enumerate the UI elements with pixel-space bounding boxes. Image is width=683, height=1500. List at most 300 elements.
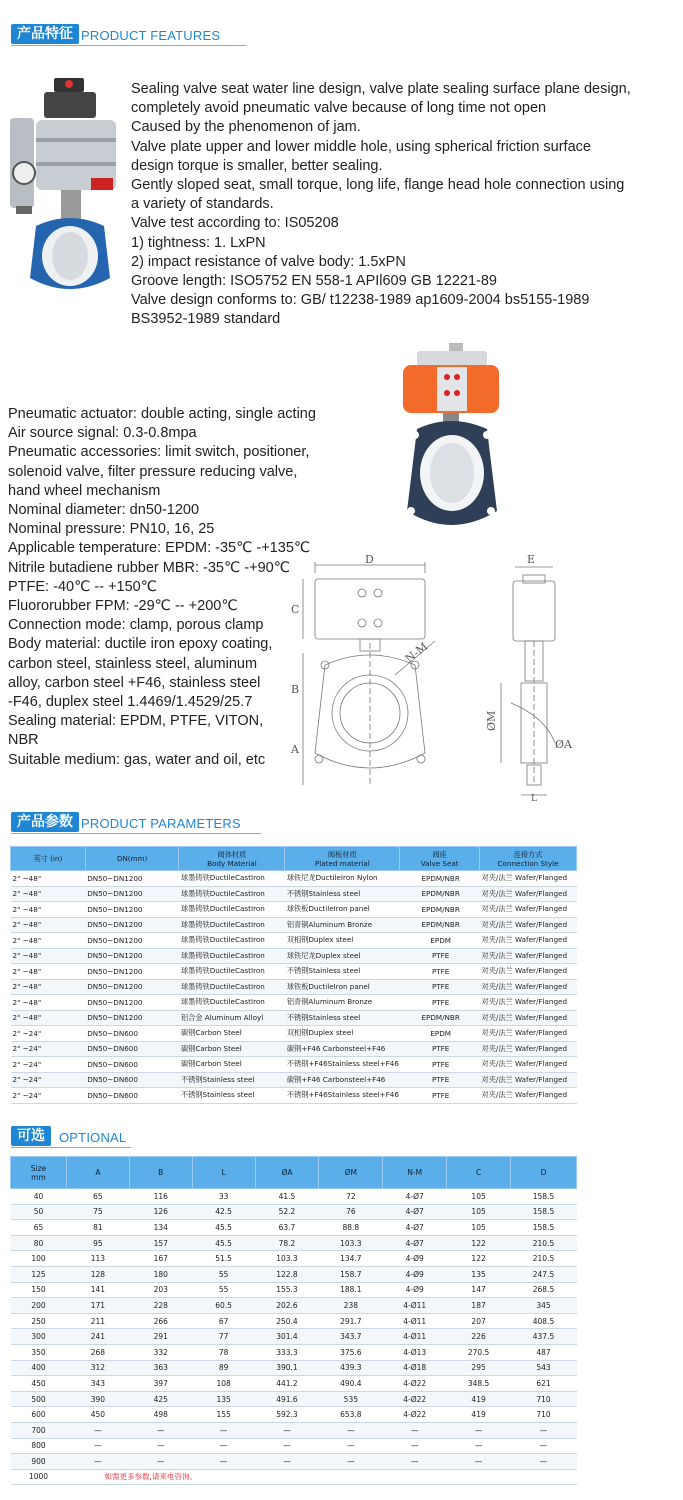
- features-line: Gently sloped seat, small torque, long life, flange head hole connection using: [131, 177, 625, 194]
- table-cell: 对夹/法兰 Wafer/Flanged: [480, 1026, 577, 1042]
- product-parameters-title: PRODUCT PARAMETERS: [81, 816, 241, 831]
- table-cell: 343.7: [319, 1329, 383, 1345]
- table-row: [11, 979, 577, 995]
- table-cell: 4-Ø22: [383, 1391, 447, 1407]
- table-cell: 双相钢Duplex steel: [285, 933, 400, 949]
- table-cell: 不锈钢Stainless steel: [179, 1072, 285, 1088]
- specs-line: Pneumatic actuator: double acting, single acting: [8, 406, 316, 422]
- table-cell: 419: [447, 1407, 511, 1423]
- features-line: BS3952-1989 standard: [131, 311, 281, 328]
- col-header-valve-seat: 阀座 Valve Seat: [400, 847, 480, 871]
- table-cell: PTFE: [400, 964, 480, 980]
- table-cell: —: [447, 1438, 511, 1454]
- table-cell: 55: [192, 1282, 255, 1298]
- table-cell: 592.3: [255, 1407, 319, 1423]
- table-cell: 2" ~48": [11, 871, 86, 887]
- product-parameters-badge: 产品参数: [11, 812, 79, 832]
- dim-label-nm: N-M: [402, 639, 431, 666]
- table-row: [11, 1298, 577, 1314]
- table-cell: 碳钢Carbon Steel: [179, 1026, 285, 1042]
- specs-line: Body material: ductile iron epoxy coating,: [8, 636, 273, 653]
- table-cell: DN50~DN1200: [85, 871, 179, 887]
- optional-dimensions-table: [10, 1156, 577, 1485]
- table-cell: 铝合金 Aluminum Alloyl: [179, 1010, 285, 1026]
- table-cell: 65: [66, 1189, 129, 1205]
- table-cell: 4-Ø11: [383, 1313, 447, 1329]
- table-row: [11, 1057, 577, 1073]
- table-cell: 双相钢Duplex steel: [285, 1026, 400, 1042]
- table-cell: 95: [66, 1235, 129, 1251]
- table-cell: 450: [66, 1407, 129, 1423]
- table-cell: 2" ~48": [11, 917, 86, 933]
- specs-line: solenoid valve, filter pressure reducing valve,: [8, 463, 298, 480]
- table-row: [11, 964, 577, 980]
- dim-label-e: E: [527, 553, 536, 566]
- table-row: [11, 1422, 577, 1438]
- table-row: [11, 1251, 577, 1267]
- table-cell: 291.7: [319, 1313, 383, 1329]
- table-cell: —: [383, 1438, 447, 1454]
- table-cell: 270.5: [447, 1344, 511, 1360]
- table-cell: 103.3: [319, 1235, 383, 1251]
- table-cell: 76: [319, 1204, 383, 1220]
- specs-line: alloy, carbon steel +F46, stainless steel: [8, 674, 261, 691]
- product-parameters-table: [10, 846, 577, 1104]
- table-cell: 268: [66, 1344, 129, 1360]
- table-cell: 63.7: [255, 1220, 319, 1236]
- table-cell: 498: [129, 1407, 192, 1423]
- table-cell: 对夹/法兰 Wafer/Flanged: [480, 1041, 577, 1057]
- features-line: design torque is smaller, better sealing.: [131, 157, 383, 174]
- table-cell: 球铁板DuctileIron panel: [285, 979, 400, 995]
- table-cell: 207: [447, 1313, 511, 1329]
- table-cell: —: [192, 1438, 255, 1454]
- table-cell: 543: [511, 1360, 577, 1376]
- table-cell: EPDM: [400, 933, 480, 949]
- table-cell: 108: [192, 1376, 255, 1392]
- table-cell: 不锈钢+F46Stainless steel+F46: [285, 1057, 400, 1073]
- pneumatic-butterfly-valve-photo-2: [397, 343, 505, 538]
- table-cell: 134.7: [319, 1251, 383, 1267]
- table-cell: 710: [511, 1407, 577, 1423]
- features-line: a variety of standards.: [131, 196, 274, 213]
- table-cell: —: [319, 1454, 383, 1470]
- table-cell: 2" ~48": [11, 902, 86, 918]
- table-cell: —: [511, 1422, 577, 1438]
- table-cell: 345: [511, 1298, 577, 1314]
- table-cell: DN50~DN600: [85, 1026, 179, 1042]
- table-header-row: [11, 1157, 577, 1189]
- table-cell: 2" ~48": [11, 933, 86, 949]
- dim-label-a: A: [291, 743, 299, 756]
- table-cell: 210.5: [511, 1251, 577, 1267]
- table-cell: 158.5: [511, 1189, 577, 1205]
- features-text: [131, 80, 679, 330]
- table-cell: 51.5: [192, 1251, 255, 1267]
- table-cell: 171: [66, 1298, 129, 1314]
- table-cell: 343: [66, 1376, 129, 1392]
- table-row: [11, 1376, 577, 1392]
- table-cell: 50: [11, 1204, 67, 1220]
- table-cell: 2" ~48": [11, 979, 86, 995]
- table-cell: 250.4: [255, 1313, 319, 1329]
- col-header-inch: 英寸 (in): [11, 847, 86, 871]
- table-cell: PTFE: [400, 1088, 480, 1104]
- table-cell: —: [192, 1454, 255, 1470]
- col-header: ØM: [319, 1157, 383, 1189]
- table-cell: 78.2: [255, 1235, 319, 1251]
- table-cell: 对夹/法兰 Wafer/Flanged: [480, 1057, 577, 1073]
- specs-line: carbon steel, stainless steel, aluminum: [8, 655, 258, 672]
- table-cell: —: [255, 1438, 319, 1454]
- table-cell: 200: [11, 1298, 67, 1314]
- table-cell: 535: [319, 1391, 383, 1407]
- features-line: Valve design conforms to: GB/ t12238-1989 ap1609-2004 bs5155-1989: [131, 292, 590, 309]
- specs-line: -F46, duplex steel 1.4469/1.4529/25.7: [8, 694, 253, 711]
- table-cell: 球墨铸铁DuctileCastIron: [179, 933, 285, 949]
- table-row: [11, 1360, 577, 1376]
- table-cell: 247.5: [511, 1266, 577, 1282]
- table-cell: PTFE: [400, 979, 480, 995]
- table-header-row: [11, 847, 577, 871]
- table-cell: 158.5: [511, 1204, 577, 1220]
- table-cell: 332: [129, 1344, 192, 1360]
- table-cell: 45.5: [192, 1235, 255, 1251]
- table-cell: 157: [129, 1235, 192, 1251]
- table-cell: 72: [319, 1189, 383, 1205]
- col-header-dn: DN(mm): [85, 847, 179, 871]
- table-cell: —: [129, 1438, 192, 1454]
- table-cell: —: [447, 1454, 511, 1470]
- table-cell: PTFE: [400, 1041, 480, 1057]
- table-cell: 88.8: [319, 1220, 383, 1236]
- table-cell: DN50~DN1200: [85, 964, 179, 980]
- table-cell: 对夹/法兰 Wafer/Flanged: [480, 964, 577, 980]
- table-cell: 不锈钢Stainless steel: [285, 886, 400, 902]
- table-cell: 55: [192, 1266, 255, 1282]
- table-row: [11, 1026, 577, 1042]
- table-cell: 4-Ø11: [383, 1298, 447, 1314]
- table-cell: 65: [11, 1220, 67, 1236]
- specs-line: PTFE: -40℃ -- +150℃: [8, 578, 158, 595]
- table-cell: 对夹/法兰 Wafer/Flanged: [480, 995, 577, 1011]
- table-cell: 2" ~48": [11, 1010, 86, 1026]
- table-cell: DN50~DN1200: [85, 995, 179, 1011]
- table-row: [11, 1189, 577, 1205]
- table-cell: 2" ~48": [11, 948, 86, 964]
- table-cell: 203: [129, 1282, 192, 1298]
- specs-line: Air source signal: 0.3-0.8mpa: [8, 425, 197, 442]
- table-cell: 球墨铸铁DuctileCastIron: [179, 948, 285, 964]
- table-cell: 52.2: [255, 1204, 319, 1220]
- col-header: A: [66, 1157, 129, 1189]
- table-cell: 45.5: [192, 1220, 255, 1236]
- dim-label-l: L: [531, 794, 537, 803]
- features-line: Valve test according to: IS05208: [131, 215, 339, 232]
- table-cell: 2" ~48": [11, 964, 86, 980]
- table-row: [11, 917, 577, 933]
- table-cell: 105: [447, 1189, 511, 1205]
- specs-line: Nominal diameter: dn50-1200: [8, 502, 200, 519]
- dim-label-b: B: [291, 683, 300, 696]
- table-row: [11, 1266, 577, 1282]
- specs-line: Fluororubber FPM: -29℃ -- +200℃: [8, 598, 238, 615]
- table-row: [11, 1204, 577, 1220]
- table-cell: 134: [129, 1220, 192, 1236]
- table-cell: 122: [447, 1251, 511, 1267]
- table-cell: 4-Ø7: [383, 1204, 447, 1220]
- table-cell: 147: [447, 1282, 511, 1298]
- specs-line: Suitable medium: gas, water and oil, etc: [8, 751, 266, 768]
- specs-line: Nominal pressure: PN10, 16, 25: [8, 521, 215, 538]
- table-cell: 对夹/法兰 Wafer/Flanged: [480, 1010, 577, 1026]
- col-header: Size mm: [11, 1157, 67, 1189]
- table-cell: 60.5: [192, 1298, 255, 1314]
- table-cell: —: [383, 1454, 447, 1470]
- table-cell: 439.3: [319, 1360, 383, 1376]
- table-cell: 600: [11, 1407, 67, 1423]
- table-cell: 4-Ø9: [383, 1251, 447, 1267]
- table-cell: 铝青铜Aluminum Bronze: [285, 995, 400, 1011]
- table-row: [11, 1041, 577, 1057]
- col-header: B: [129, 1157, 192, 1189]
- table-cell: 621: [511, 1376, 577, 1392]
- table-cell: 113: [66, 1251, 129, 1267]
- table-cell: 对夹/法兰 Wafer/Flanged: [480, 902, 577, 918]
- table-cell: DN50~DN600: [85, 1072, 179, 1088]
- table-cell: 球铁尼龙DuctileIron Nylon: [285, 871, 400, 887]
- table-cell: 对夹/法兰 Wafer/Flanged: [480, 1072, 577, 1088]
- table-cell: 对夹/法兰 Wafer/Flanged: [480, 979, 577, 995]
- table-cell: EPDM/NBR: [400, 1010, 480, 1026]
- features-line: completely avoid pneumatic valve because of long time not open: [131, 100, 547, 117]
- table-cell: 491.6: [255, 1391, 319, 1407]
- table-cell: 80: [11, 1235, 67, 1251]
- table-row: [11, 1469, 577, 1485]
- table-cell: 对夹/法兰 Wafer/Flanged: [480, 886, 577, 902]
- table-cell: 105: [447, 1220, 511, 1236]
- specs-line: Sealing material: EPDM, PTFE, VITON,: [8, 713, 264, 730]
- table-cell: 4-Ø13: [383, 1344, 447, 1360]
- table-cell: PTFE: [400, 995, 480, 1011]
- table-cell: 487: [511, 1344, 577, 1360]
- table-cell: 150: [11, 1282, 67, 1298]
- table-cell: 135: [192, 1391, 255, 1407]
- table-cell: 400: [11, 1360, 67, 1376]
- table-cell: DN50~DN1200: [85, 948, 179, 964]
- table-cell: 333.3: [255, 1344, 319, 1360]
- table-cell: 4-Ø7: [383, 1235, 447, 1251]
- specs-line: NBR: [8, 732, 39, 749]
- table-cell: 41.5: [255, 1189, 319, 1205]
- col-header: C: [447, 1157, 511, 1189]
- pneumatic-butterfly-valve-photo-1: [6, 78, 124, 310]
- table-cell: 2" ~48": [11, 886, 86, 902]
- table-cell: 800: [11, 1438, 67, 1454]
- table-cell: 81: [66, 1220, 129, 1236]
- table-cell: PTFE: [400, 1057, 480, 1073]
- table-cell: DN50~DN600: [85, 1088, 179, 1104]
- table-cell: 碳钢Carbon Steel: [179, 1057, 285, 1073]
- table-row: [11, 1088, 577, 1104]
- table-row: [11, 995, 577, 1011]
- table-cell: 312: [66, 1360, 129, 1376]
- table-cell: —: [255, 1422, 319, 1438]
- product-features-header: [11, 22, 220, 44]
- table-cell: DN50~DN600: [85, 1057, 179, 1073]
- table-cell: 2" ~24": [11, 1088, 86, 1104]
- table-cell: 141: [66, 1282, 129, 1298]
- table-cell: DN50~DN600: [85, 1041, 179, 1057]
- contact-note: 如需更多参数,请来电咨询。: [66, 1469, 576, 1485]
- table-cell: 125: [11, 1266, 67, 1282]
- table-cell: 不锈钢Stainless steel: [179, 1088, 285, 1104]
- table-cell: —: [511, 1454, 577, 1470]
- table-cell: 球墨铸铁DuctileCastIron: [179, 979, 285, 995]
- table-row: [11, 1010, 577, 1026]
- col-header-body-material: 阀体材质 Body Material: [179, 847, 285, 871]
- table-cell: 135: [447, 1266, 511, 1282]
- table-cell: EPDM/NBR: [400, 886, 480, 902]
- table-cell: 不锈钢Stainless steel: [285, 964, 400, 980]
- table-cell: DN50~DN1200: [85, 902, 179, 918]
- table-cell: 300: [11, 1329, 67, 1345]
- table-cell: 4-Ø18: [383, 1360, 447, 1376]
- dim-label-oa: ØA: [555, 738, 572, 751]
- table-cell: 77: [192, 1329, 255, 1345]
- table-cell: EPDM/NBR: [400, 902, 480, 918]
- table-cell: —: [383, 1422, 447, 1438]
- table-cell: 碳钢Carbon Steel: [179, 1041, 285, 1057]
- col-header: D: [511, 1157, 577, 1189]
- table-cell: 1000: [11, 1469, 67, 1485]
- table-cell: 350: [11, 1344, 67, 1360]
- table-row: [11, 1391, 577, 1407]
- table-cell: PTFE: [400, 1072, 480, 1088]
- table-cell: 155: [192, 1407, 255, 1423]
- specs-line: Applicable temperature: EPDM: -35℃ -+135℃: [8, 540, 311, 557]
- table-cell: 碳钢+F46 Carbonsteel+F46: [285, 1041, 400, 1057]
- table-cell: —: [255, 1454, 319, 1470]
- table-cell: 2" ~24": [11, 1057, 86, 1073]
- table-cell: 球墨铸铁DuctileCastIron: [179, 902, 285, 918]
- table-cell: 对夹/法兰 Wafer/Flanged: [480, 948, 577, 964]
- table-cell: 180: [129, 1266, 192, 1282]
- table-cell: 490.4: [319, 1376, 383, 1392]
- features-line: Sealing valve seat water line design, valve plate sealing surface plane design,: [131, 81, 631, 97]
- table-row: [11, 1407, 577, 1423]
- table-cell: DN50~DN1200: [85, 1010, 179, 1026]
- table-cell: 33: [192, 1189, 255, 1205]
- table-cell: 4-Ø9: [383, 1266, 447, 1282]
- table-row: [11, 948, 577, 964]
- table-row: [11, 1329, 577, 1345]
- table-row: [11, 1072, 577, 1088]
- col-header: ØA: [255, 1157, 319, 1189]
- table-cell: 78: [192, 1344, 255, 1360]
- table-cell: 4-Ø22: [383, 1407, 447, 1423]
- table-cell: 155.3: [255, 1282, 319, 1298]
- table-cell: 900: [11, 1454, 67, 1470]
- table-row: [11, 933, 577, 949]
- features-line: Groove length: ISO5752 EN 558-1 APIl609 GB 12221-89: [131, 273, 497, 290]
- table-cell: 2" ~24": [11, 1041, 86, 1057]
- table-cell: 103.3: [255, 1251, 319, 1267]
- table-cell: 408.5: [511, 1313, 577, 1329]
- table-cell: 对夹/法兰 Wafer/Flanged: [480, 871, 577, 887]
- table-cell: —: [66, 1438, 129, 1454]
- table-cell: 291: [129, 1329, 192, 1345]
- table-cell: DN50~DN1200: [85, 917, 179, 933]
- table-cell: 球墨铸铁DuctileCastIron: [179, 871, 285, 887]
- table-cell: DN50~DN1200: [85, 886, 179, 902]
- optional-badge: 可选: [11, 1126, 51, 1146]
- table-cell: 碳钢+F46 Carbonsteel+F46: [285, 1072, 400, 1088]
- table-cell: 铝青铜Aluminum Bronze: [285, 917, 400, 933]
- table-cell: 球铁尼龙Duplex steel: [285, 948, 400, 964]
- table-cell: 228: [129, 1298, 192, 1314]
- table-cell: 266: [129, 1313, 192, 1329]
- table-cell: 128: [66, 1266, 129, 1282]
- specs-line: Connection mode: clamp, porous clamp: [8, 617, 264, 634]
- table-cell: 122.8: [255, 1266, 319, 1282]
- table-cell: 4-Ø9: [383, 1282, 447, 1298]
- table-cell: 42.5: [192, 1204, 255, 1220]
- table-cell: 202.6: [255, 1298, 319, 1314]
- table-row: [11, 1235, 577, 1251]
- specs-line: Pneumatic accessories: limit switch, positioner,: [8, 444, 310, 461]
- table-row: [11, 1313, 577, 1329]
- table-row: [11, 1454, 577, 1470]
- table-cell: 268.5: [511, 1282, 577, 1298]
- product-features-badge: 产品特征: [11, 24, 79, 44]
- table-cell: 301.4: [255, 1329, 319, 1345]
- table-row: [11, 886, 577, 902]
- table-cell: 419: [447, 1391, 511, 1407]
- table-cell: 4-Ø7: [383, 1189, 447, 1205]
- table-cell: 295: [447, 1360, 511, 1376]
- table-cell: 167: [129, 1251, 192, 1267]
- table-row: [11, 871, 577, 887]
- features-line: Caused by the phenomenon of jam.: [131, 119, 361, 136]
- table-cell: 球墨铸铁DuctileCastIron: [179, 886, 285, 902]
- table-cell: 187: [447, 1298, 511, 1314]
- table-cell: 710: [511, 1391, 577, 1407]
- table-cell: 89: [192, 1360, 255, 1376]
- table-cell: 158.5: [511, 1220, 577, 1236]
- table-cell: 球墨铸铁DuctileCastIron: [179, 964, 285, 980]
- table-cell: 425: [129, 1391, 192, 1407]
- table-cell: —: [319, 1438, 383, 1454]
- features-line: 1) tightness: 1. LxPN: [131, 234, 266, 251]
- table-cell: 球墨铸铁DuctileCastIron: [179, 917, 285, 933]
- table-row: [11, 1220, 577, 1236]
- table-cell: 116: [129, 1189, 192, 1205]
- valve-dimension-drawing: [285, 553, 573, 803]
- table-cell: EPDM/NBR: [400, 871, 480, 887]
- product-parameters-header: [11, 810, 241, 832]
- features-line: Valve plate upper and lower middle hole, using spherical friction surface: [131, 138, 591, 155]
- table-cell: DN50~DN1200: [85, 979, 179, 995]
- table-cell: 4-Ø11: [383, 1329, 447, 1345]
- dim-label-c: C: [291, 603, 300, 616]
- table-cell: 375.6: [319, 1344, 383, 1360]
- table-cell: 2" ~24": [11, 1072, 86, 1088]
- dim-label-d: D: [365, 553, 374, 566]
- dim-label-om: ØM: [485, 710, 498, 731]
- table-cell: 450: [11, 1376, 67, 1392]
- table-cell: DN50~DN1200: [85, 933, 179, 949]
